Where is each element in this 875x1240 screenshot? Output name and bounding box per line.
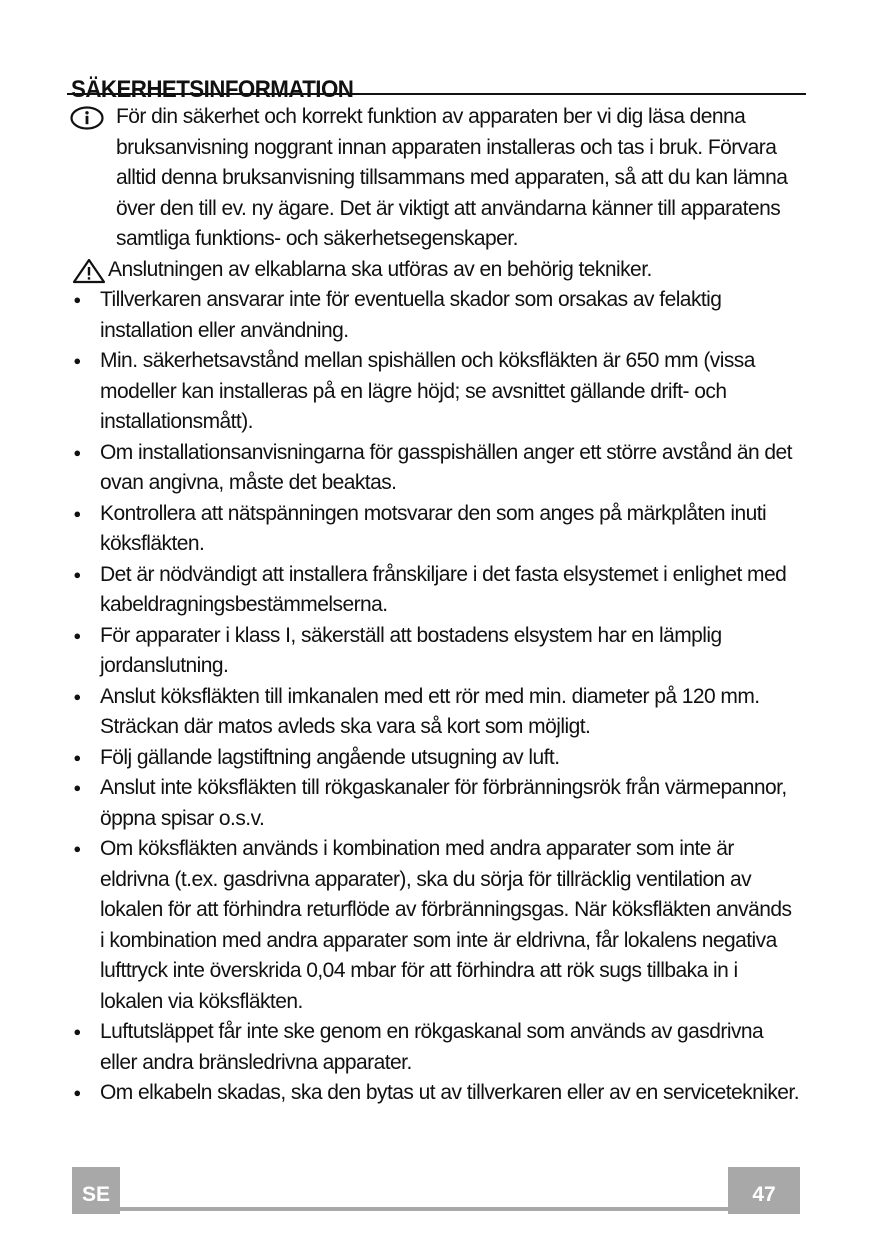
notice-paragraph <box>70 102 800 255</box>
bullet-dot-icon: ● <box>73 292 81 307</box>
bullet-dot-icon: ● <box>73 505 81 521</box>
bullet-dot-icon: ● <box>73 566 81 582</box>
list-item-text: Om elkabeln skadas, ska den bytas ut av tillverkaren eller av en servicetekniker. <box>100 1081 799 1104</box>
list-item <box>70 285 800 346</box>
language-code: SE <box>72 1167 120 1214</box>
list-item <box>70 1017 800 1078</box>
list-item <box>70 834 800 1017</box>
page-footer <box>72 1167 800 1214</box>
list-item <box>70 438 800 499</box>
page-title: SÄKERHETSINFORMATION <box>71 76 354 104</box>
safety-content <box>70 102 800 1109</box>
bullet-dot-icon: ● <box>73 780 81 795</box>
bullet-dot-icon: ● <box>73 841 81 856</box>
list-item <box>70 499 800 560</box>
bullet-dot-icon: ● <box>73 353 81 368</box>
bullet-dot-icon: ● <box>73 1024 81 1039</box>
info-circle-icon <box>70 106 104 130</box>
list-item <box>70 621 800 682</box>
list-item-text: Följ gällande lagstiftning angående utsugning av luft. <box>100 745 560 769</box>
list-item <box>70 743 800 774</box>
list-item-text: Om köksfläkten används i kombination med andra apparater som inte är eldrivna (t.ex. gasdrivna apparater), ska du sörja för tillräcklig ventilation av lokalen för att förhindra returflöde av förbränningsgas. När köksfläkten används i kombination med andra apparater som inte är eldrivna, får lokalens negativa lufttryck inte överskrida 0,04 mbar för att förhindra att rök sugs tillbaka in i lokalen via köksfläkten. <box>100 837 792 1013</box>
list-item-text: Tillverkaren ansvarar inte för eventuella skador som orsakas av felaktig installation eller användning. <box>100 288 722 342</box>
list-item-text: Anslut köksfläkten till imkanalen med ett rör med min. diameter på 120 mm. Sträckan där matos avleds ska vara så kort som möjligt. <box>100 684 760 738</box>
list-item <box>70 560 800 621</box>
footer-rule <box>72 1207 800 1211</box>
page-number: 47 <box>728 1167 800 1214</box>
bullet-dot-icon: ● <box>73 444 81 460</box>
safety-bullet-list <box>70 285 800 1109</box>
title-divider <box>67 93 806 95</box>
bullet-dot-icon: ● <box>73 1085 81 1100</box>
bullet-dot-icon: ● <box>73 688 81 704</box>
list-item-text: För apparater i klass I, säkerställ att bostadens elsystem har en lämplig jordanslutning. <box>100 623 722 677</box>
list-item-text: Kontrollera att nätspänningen motsvarar den som anges på märkplåten inuti köksfläkten. <box>100 501 767 555</box>
list-item-text: Om installationsanvisningarna för gasspishällen anger ett större avstånd än det ovan angivna, måste det beaktas. <box>100 440 792 494</box>
list-item <box>70 1078 800 1109</box>
list-item <box>70 346 800 438</box>
list-item <box>70 682 800 743</box>
list-item-text: Luftutsläppet får inte ske genom en rökgaskanal som används av gasdrivna eller andra bränsledrivna apparater. <box>100 1020 764 1074</box>
list-item <box>70 773 800 834</box>
warning-paragraph <box>70 255 800 286</box>
list-item-text: Min. säkerhetsavstånd mellan spishällen och köksfläkten är 650 mm (vissa modeller kan installeras på en lägre höjd; se avsnittet gällande drift- och installationsmått). <box>100 349 755 433</box>
bullet-dot-icon: ● <box>73 627 81 643</box>
list-item-text: Det är nödvändigt att installera frånskiljare i det fasta elsystemet i enlighet med kabeldragningsbestämmelserna. <box>100 562 787 616</box>
bullet-dot-icon: ● <box>73 749 81 765</box>
list-item-text: Anslut inte köksfläkten till rökgaskanaler för förbränningsrök från värmepannor, öppna spisar o.s.v. <box>100 776 787 830</box>
warning-triangle-icon <box>72 258 106 284</box>
notice-text: För din säkerhet och korrekt funktion av apparaten ber vi dig läsa denna bruksanvisning noggrant innan apparaten installeras och tas i bruk. Förvara alltid denna bruksanvisning tillsammans med apparaten, så att du kan lämna över den till ev. ny ägare. Det är viktigt att användarna känner till apparatens samtliga funktions- och säkerhetsegenskaper. <box>116 105 788 250</box>
warning-text: Anslutningen av elkablarna ska utföras av en behörig tekniker. <box>108 257 652 281</box>
